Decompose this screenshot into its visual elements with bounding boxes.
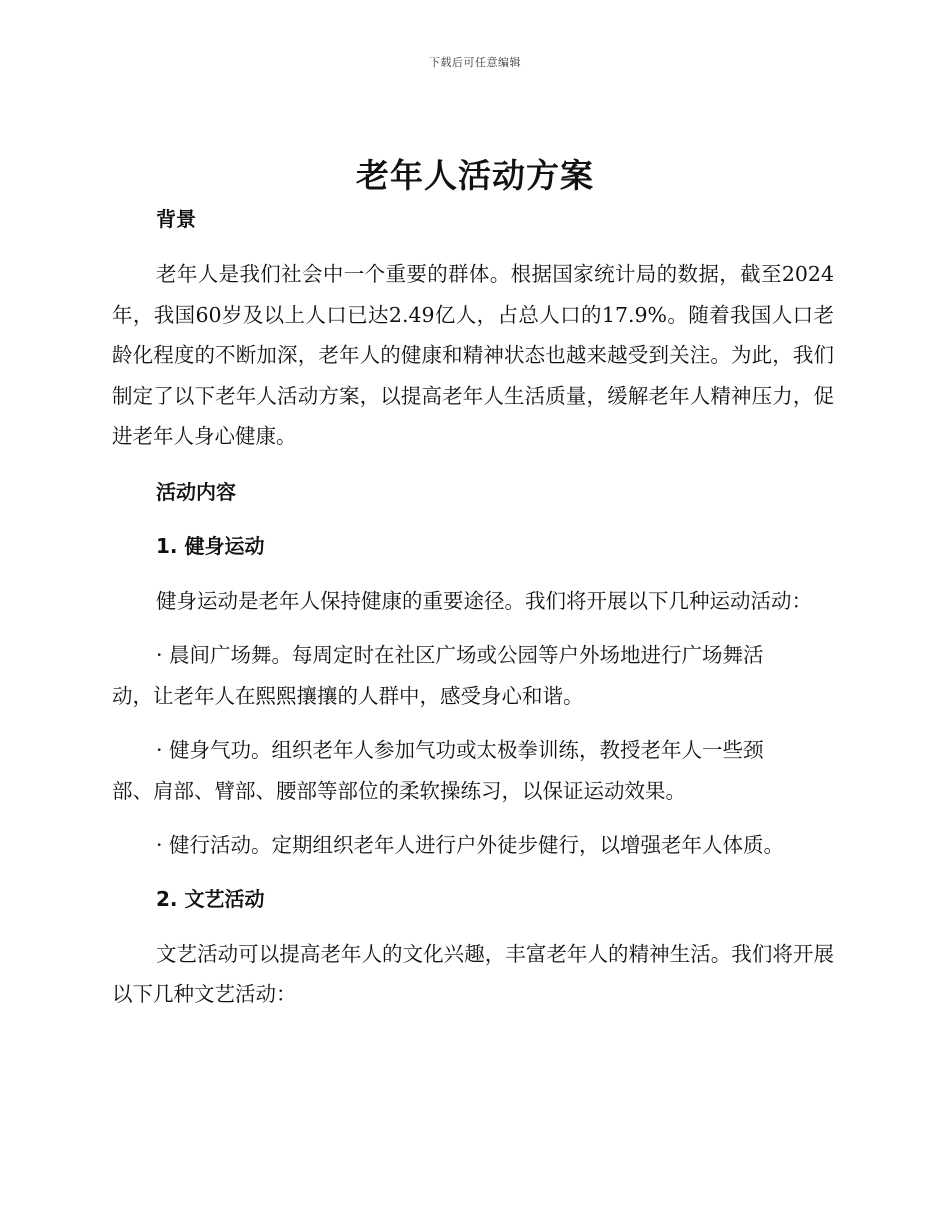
section-heading-activities: 活动内容 (156, 479, 236, 504)
document-body (112, 200, 834, 1015)
subsection-heading-arts: 2. 文艺活动 (156, 886, 265, 911)
background-paragraph: 老年人是我们社会中一个重要的群体。根据国家统计局的数据，截至2024年，我国60岁及以上人口已达2.49亿人，占总人口的17.9%。随着我国人口老龄化程度的不断加深，老年人的健康和精神状态也越来越受到关注。为此，我们制定了以下老年人活动方案，以提高老年人生活质量，缓解老年人精神压力，促进老年人身心健康。 (112, 262, 834, 448)
fitness-intro-paragraph: 健身运动是老年人保持健康的重要途径。我们将开展以下几种运动活动： (156, 588, 812, 613)
fitness-item-hiking: · 健行活动。定期组织老年人进行户外徒步健行，以增强老年人体质。 (156, 833, 785, 857)
document-title: 老年人活动方案 (356, 156, 594, 195)
subsection-heading-fitness: 1. 健身运动 (156, 533, 265, 558)
fitness-item-square-dance: · 晨间广场舞。每周定时在社区广场或公园等户外场地进行广场舞活动，让老年人在熙熙攘攘的人群中，感受身心和谐。 (112, 643, 764, 708)
section-heading-background: 背景 (156, 207, 196, 231)
fitness-item-qigong: · 健身气功。组织老年人参加气功或太极拳训练，教授老年人一些颈部、肩部、臂部、腰部等部位的柔软操练习，以保证运动效果。 (112, 738, 764, 803)
header-note: 下载后可任意编辑 (429, 56, 521, 69)
arts-intro-paragraph: 文艺活动可以提高老年人的文化兴趣，丰富老年人的精神生活。我们将开展以下几种文艺活动： (112, 941, 834, 1006)
